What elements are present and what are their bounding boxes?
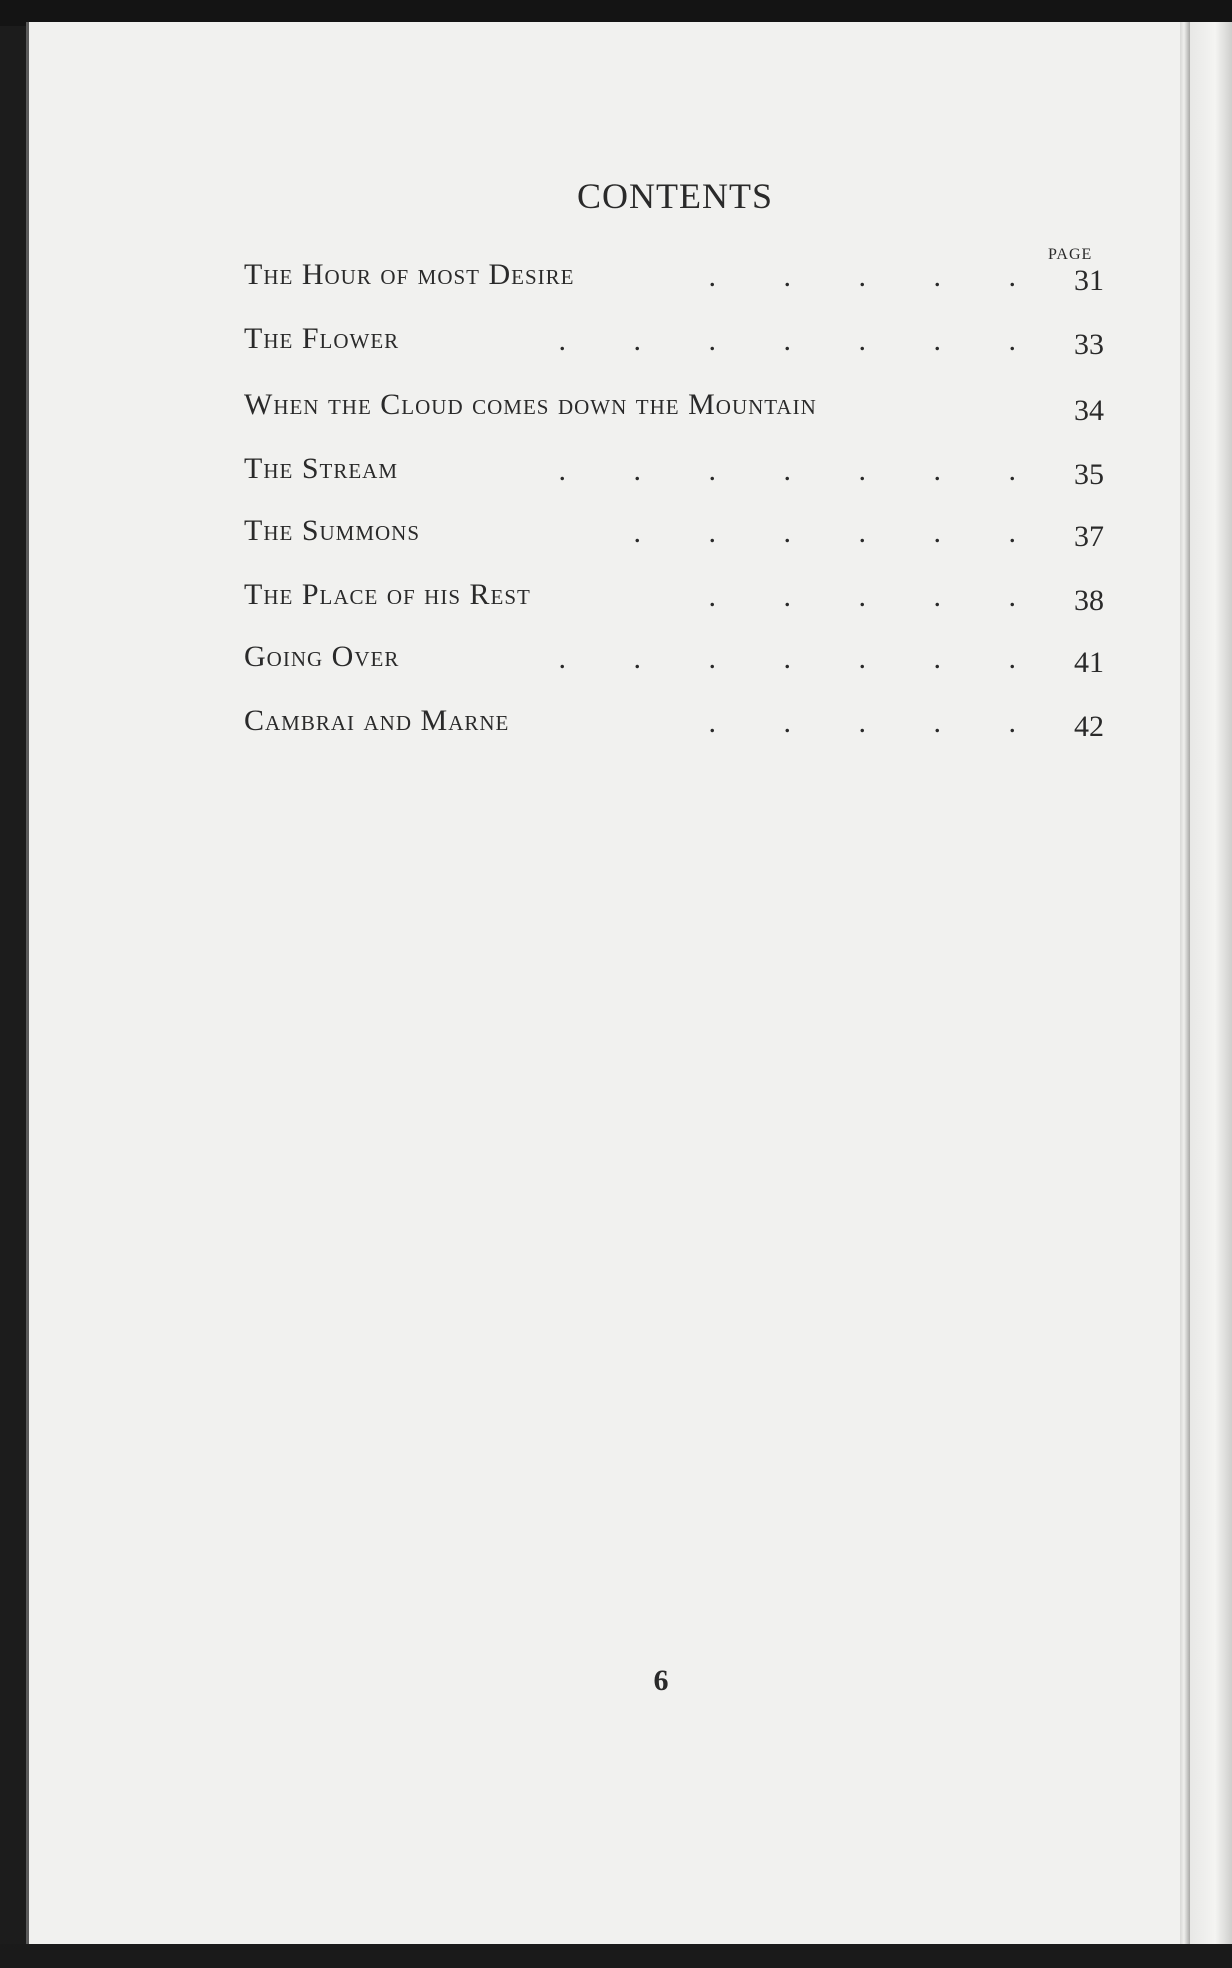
page-column-header: PAGE bbox=[1048, 246, 1093, 263]
toc-entry bbox=[244, 578, 1112, 622]
toc-entry-title: The Hour of most Desire bbox=[244, 258, 575, 291]
dot-leaders: . . . . . . bbox=[633, 516, 1016, 549]
contents-heading: CONTENTS bbox=[577, 176, 773, 216]
page-number: 6 bbox=[653, 1664, 669, 1697]
toc-entry bbox=[244, 452, 1112, 496]
dot-leaders: . . . . . bbox=[708, 580, 1016, 613]
toc-entry-title: The Stream bbox=[244, 452, 399, 485]
toc-entry bbox=[244, 258, 1112, 302]
toc-entry bbox=[244, 514, 1112, 558]
toc-entry-page: 41 bbox=[1074, 646, 1104, 679]
dot-leaders: . . . . . . . bbox=[558, 454, 1016, 487]
page-fold-shadow bbox=[1180, 22, 1190, 1950]
adjacent-page-edge bbox=[1190, 22, 1232, 1950]
toc-entry bbox=[244, 704, 1112, 748]
toc-entry-page: 34 bbox=[1074, 394, 1104, 427]
toc-entry-page: 31 bbox=[1074, 264, 1104, 297]
toc-entry-title: Going Over bbox=[244, 640, 400, 673]
toc-entry-title: The Flower bbox=[244, 322, 400, 355]
scan-border-bottom bbox=[0, 1944, 1232, 1968]
toc-entry bbox=[244, 640, 1112, 684]
toc-entry-page: 42 bbox=[1074, 710, 1104, 743]
toc-entry-title: The Place of his Rest bbox=[244, 578, 531, 611]
dot-leaders: . . . . . bbox=[708, 706, 1016, 739]
book-page bbox=[26, 22, 1194, 1950]
toc-entry-page: 33 bbox=[1074, 328, 1104, 361]
toc-entry bbox=[244, 388, 1112, 432]
dot-leaders: . . . . . . . bbox=[558, 324, 1016, 357]
toc-entry-page: 37 bbox=[1074, 520, 1104, 553]
dot-leaders: . . . . . . . bbox=[558, 642, 1016, 675]
toc-entry-title: Cambrai and Marne bbox=[244, 704, 510, 737]
toc-entry-page: 38 bbox=[1074, 584, 1104, 617]
toc-entry-page: 35 bbox=[1074, 458, 1104, 491]
toc-entry bbox=[244, 322, 1112, 366]
toc-entry-title: When the Cloud comes down the Mountain bbox=[244, 388, 817, 421]
dot-leaders: . . . . . bbox=[708, 260, 1016, 293]
toc-entry-title: The Summons bbox=[244, 514, 421, 547]
